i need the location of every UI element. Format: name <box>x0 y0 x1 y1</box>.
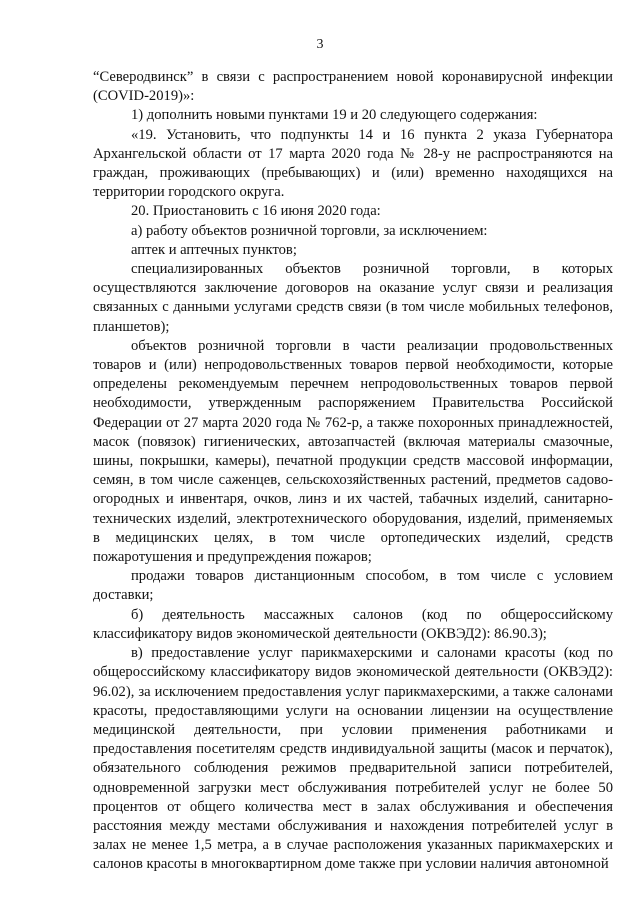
page-number: 3 <box>316 37 324 52</box>
paragraph: а) работу объектов розничной торговли, за исключением: <box>131 222 488 239</box>
paragraph: в) предоставление услуг парикмахерскими и салонами красоты (код по общероссийскому классификатору видов экономической деятельности (ОКВЭД2): 96.02), за исключением предоставления услуг парикмахерскими, а также салонами красоты, предоставляющими услуги на основании лицензии на осуществление медицинской деятельности, при условии применения работниками и предоставления посетителям средств индивидуальной защиты (масок и перчаток), обязательного соблюдения режимов предварительной записи потребителей, одновременной загрузки мест обслуживания потребителей услуг не более 50 процентов от общего количества мест в залах обслуживания и обеспечения расстояния между местами обслуживания и нахождения потребителей услуг в залах не менее 1,5 метра, а в случае расположения указанных парикмахерских и салонов красоты в многоквартирном доме также при условии наличия автономной <box>93 645 613 873</box>
paragraph: 1) дополнить новыми пунктами 19 и 20 следующего содержания: <box>131 107 538 124</box>
paragraph: “Северодвинск” в связи с распространением новой коронавирусной инфекции (COVID-2019)»: <box>93 69 613 105</box>
paragraph: специализированных объектов розничной торговли, в которых осуществляются заключение договоров на оказание услуг связи и реализация связанных с данными услугами средств связи (в том числе мобильных телефонов, планшетов); <box>93 261 613 335</box>
document-body <box>93 68 613 875</box>
paragraph: аптек и аптечных пунктов; <box>131 241 297 258</box>
paragraph: б) деятельность массажных салонов (код по общероссийскому классификатору видов экономической деятельности (ОКВЭД2): 86.90.3); <box>93 606 613 642</box>
paragraph: продажи товаров дистанционным способом, в том числе с условием доставки; <box>93 568 613 604</box>
paragraph: «19. Установить, что подпункты 14 и 16 пункта 2 указа Губернатора Архангельской области от 17 марта 2020 года № 28-у не распространяются на граждан, проживающих (пребывающих) и (или) временно находящихся на территории городского округа. <box>93 126 613 201</box>
paragraph: 20. Приостановить с 16 июня 2020 года: <box>131 203 381 220</box>
paragraph: объектов розничной торговли в части реализации продовольственных товаров и (или) непродовольственных товаров первой необходимости, которые определены рекомендуемым перечнем непродовольственных товаров первой необходимости, утвержденным распоряжением Правительства Российской Федерации от 27 марта 2020 года № 762-р, а также похоронных принадлежностей, масок (повязок) гигиенических, автозапчастей (включая материалы смазочные, шины, покрышки, камеры), печатной продукции средств массовой информации, семян, в том числе саженцев, сельскохозяйственных растений, предметов садово-огородных и инвентаря, очков, линз и их частей, табачных изделий, санитарно-технических изделий, электротехнического оборудования, изделий, применяемых в медицинских целях, в том числе ортопедических изделий, средств пожаротушения и предупреждения пожаров; <box>93 337 613 566</box>
